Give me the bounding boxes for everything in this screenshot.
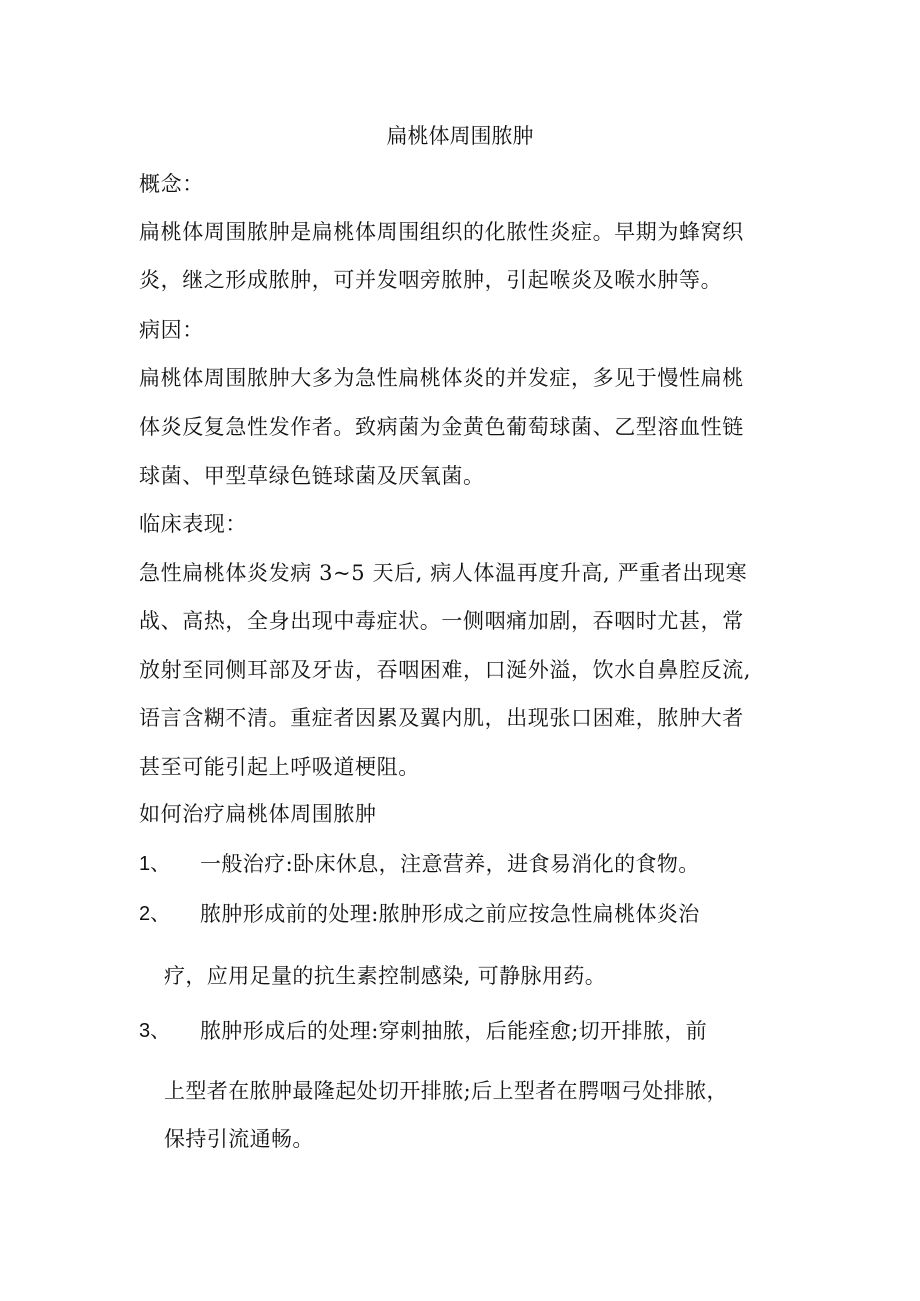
cause-line: 扁桃体周围脓肿大多为急性扁桃体炎的并发症，多见于慢性扁桃 [139,366,744,390]
list-item-continuation: 疗，应用足量的抗生素控制感染, 可静脉用药。 [164,964,607,988]
cause-line: 体炎反复急性发作者。致病菌为金黄色葡萄球菌、乙型溶血性链 [139,415,744,439]
list-item-number: 1、 [139,853,171,875]
concept-heading: 概念： [139,172,204,196]
concept-line: 扁桃体周围脓肿是扁桃体周围组织的化脓性炎症。早期为蜂窝织 [139,220,744,244]
list-item-text: 脓肿形成前的处理:脓肿形成之前应按急性扁桃体炎治 [200,902,700,926]
list-item-continuation: 上型者在脓肿最隆起处切开排脓;后上型者在腭咽弓处排脓， [164,1079,728,1103]
clinical-line: 急性扁桃体炎发病 3~5 天后, 病人体温再度升高, 严重者出现寒 [139,561,748,585]
list-item-number: 2、 [139,903,171,925]
list-item-text: 脓肿形成后的处理:穿刺抽脓，后能痊愈;切开排脓，前 [200,1019,708,1043]
list-item-number: 3、 [139,1020,171,1042]
clinical-line: 甚至可能引起上呼吸道梗阻。 [139,755,420,779]
clinical-heading: 临床表现： [139,512,247,536]
clinical-line: 语言含糊不清。重症者因累及翼内肌，出现张口困难，脓肿大者 [139,706,744,730]
clinical-line: 战、高热，全身出现中毒症状。一侧咽痛加剧，吞咽时尤甚，常 [139,609,744,633]
document-title: 扁桃体周围脓肿 [386,124,534,148]
list-item-text: 一般治疗:卧床休息，注意营养，进食易消化的食物。 [200,852,700,876]
cause-line: 球菌、甲型草绿色链球菌及厌氧菌。 [139,464,485,488]
concept-line: 炎，继之形成脓肿，可并发咽旁脓肿，引起喉炎及喉水肿等。 [139,268,723,292]
treatment-heading: 如何治疗扁桃体周围脓肿 [139,802,377,826]
list-item-continuation: 保持引流通畅。 [164,1127,314,1151]
cause-heading: 病因： [139,318,204,342]
clinical-line: 放射至同侧耳部及牙齿，吞咽困难，口涎外溢，饮水自鼻腔反流, [139,658,752,682]
